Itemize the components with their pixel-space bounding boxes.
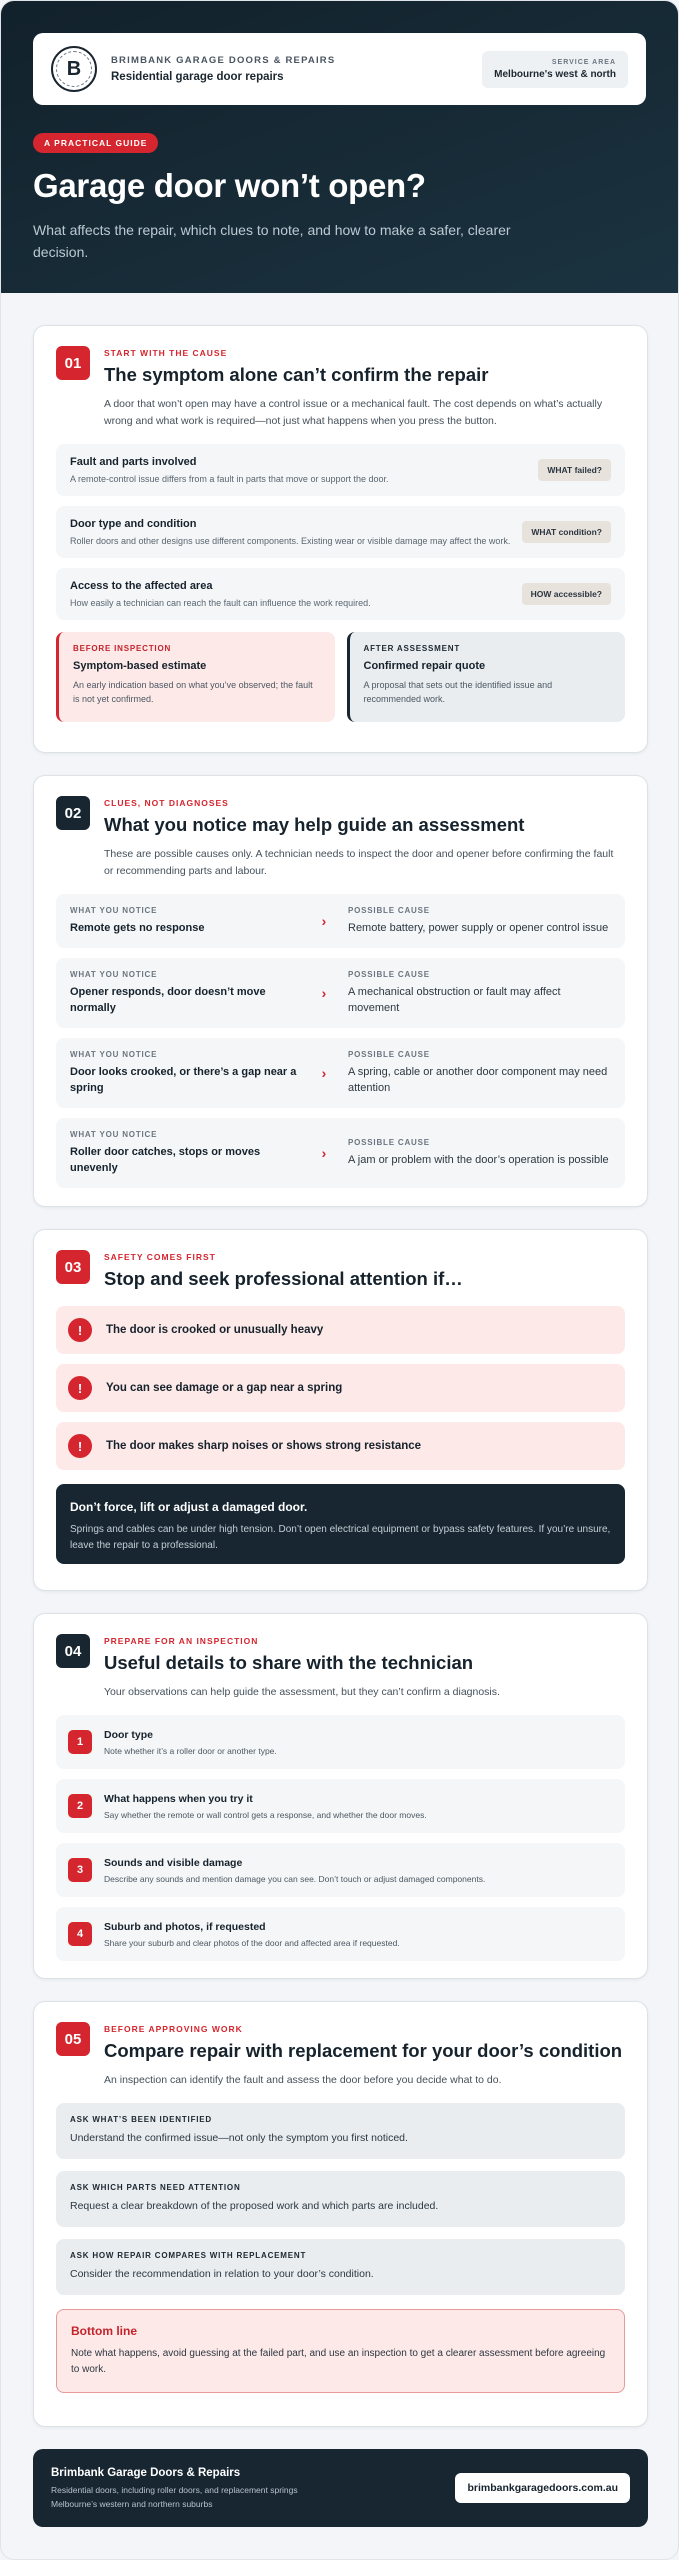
section-intro: Your observations can help guide the assessment, but they can’t confirm a diagnosis. [104,1686,500,1698]
section-number: 01 [56,346,90,380]
cause-label: POSSIBLE CAUSE [348,906,430,915]
ask-label: ASK WHICH PARTS NEED ATTENTION [70,2183,241,2192]
ask-card [56,2171,625,2227]
alert-text: You can see damage or a gap near a spring [106,1382,343,1394]
clue-notice: Remote gets no response [70,922,205,934]
step-desc: Note whether it’s a roller door or another type. [104,1745,277,1756]
clue-cause: A jam or problem with the door’s operation is possible [348,1154,609,1166]
cause-label: POSSIBLE CAUSE [348,1050,430,1059]
clue-row [56,894,625,948]
ask-text: Consider the recommendation in relation to your door’s condition. [70,2268,374,2280]
section-intro: A door that won’t open may have a control issue or a mechanical fault. The cost depends on what’s actually wrong and what work is required—not just what happens when you press the button. [104,398,603,427]
section-eyebrow: CLUES, NOT DIAGNOSES [104,798,229,808]
section-safety [33,1229,648,1591]
safety-alert [56,1422,625,1470]
estimate-comparison [56,632,625,722]
website-link[interactable]: brimbankgaragedoors.com.au [455,2473,630,2503]
section-title: Stop and seek professional attention if… [104,1268,463,1289]
step-title: What happens when you try it [104,1792,253,1805]
step-desc: Describe any sounds and mention damage you can see. Don’t touch or adjust damaged components. [104,1873,486,1884]
section-number: 04 [56,1634,90,1668]
step-title: Door type [104,1728,154,1741]
guide-pill: A PRACTICAL GUIDE [33,133,158,153]
section-eyebrow: START WITH THE CAUSE [104,348,228,358]
hero [1,1,678,293]
section-intro: These are possible causes only. A technician needs to inspect the door and opener before confirming the fault or recommending parts and labour. [104,848,614,877]
card-eyebrow: AFTER ASSESSMENT [363,644,461,653]
factor-desc: A remote-control issue differs from a fault in parts that move or support the door. [70,474,389,484]
section-header [56,346,625,386]
cause-label: POSSIBLE CAUSE [348,970,430,979]
detail-step [56,1843,625,1897]
warning-desc: Springs and cables can be under high tension. Don’t open electrical equipment or bypass safety features. If you’re unsure, leave the repair to a professional. [70,1524,611,1551]
card-desc: A proposal that sets out the identified issue and recommended work. [363,680,553,704]
factor-desc: Roller doors and other designs use different components. Existing wear or visible damage may affect the work. [70,536,511,546]
section-clues [33,775,648,1207]
footer-brand-name: Brimbank Garage Doors & Repairs [51,2467,241,2479]
alert-text: The door makes sharp noises or shows strong resistance [106,1440,422,1452]
factor-tag: HOW accessible? [522,583,611,605]
warning-icon: ! [68,1376,92,1400]
section-header [56,2022,625,2062]
clue-row [56,958,625,1028]
notice-label: WHAT YOU NOTICE [70,1050,158,1059]
detail-step [56,1779,625,1833]
step-number: 4 [68,1922,92,1946]
page-title: Garage door won’t open? [33,167,426,204]
factor-tag: WHAT condition? [522,521,611,543]
warning-icon: ! [68,1318,92,1342]
brand-bar [33,33,646,105]
before-inspection-card [56,632,335,722]
section-intro: An inspection can identify the fault and assess the door before you decide what to do. [104,2074,502,2086]
section-title: Compare repair with replacement for your door’s condition [104,2040,623,2061]
safety-alert [56,1364,625,1412]
ask-card [56,2103,625,2159]
safety-warning-box [56,1484,625,1564]
section-cause [33,325,648,753]
hero-description: What affects the repair, which clues to note, and how to make a safer, clearer decision. [33,222,511,260]
clue-notice: Door looks crooked, or there’s a gap near a spring [70,1066,297,1094]
section-compare [33,2001,648,2427]
section-details [33,1613,648,1979]
brand-subtitle: Residential garage door repairs [111,71,284,83]
clue-cause: A spring, cable or another door component may need attention [348,1066,608,1094]
service-area-value: Melbourne's west & north [494,68,616,80]
factor-title: Fault and parts involved [70,456,197,468]
warning-icon: ! [68,1434,92,1458]
step-desc: Share your suburb and clear photos of the door and affected area if requested. [104,1937,400,1948]
factor-desc: How easily a technician can reach the fault can influence the work required. [70,598,371,608]
factor-title: Door type and condition [70,518,197,530]
bottom-line-box [56,2309,625,2393]
section-eyebrow: PREPARE FOR AN INSPECTION [104,1636,259,1646]
alert-text: The door is crooked or unusually heavy [106,1324,324,1336]
factor-title: Access to the affected area [70,580,213,592]
cause-label: POSSIBLE CAUSE [348,1138,430,1147]
step-title: Suburb and photos, if requested [104,1920,266,1933]
section-number: 02 [56,796,90,830]
card-title: Confirmed repair quote [363,660,486,672]
clue-notice: Roller door catches, stops or moves unevenly [70,1146,261,1174]
chevron-right-icon: › [321,1145,327,1161]
brand-logo[interactable] [51,46,97,92]
section-number: 05 [56,2022,90,2056]
after-assessment-card [347,632,626,722]
step-number: 2 [68,1794,92,1818]
card-desc: An early indication based on what you’ve observed; the fault is not yet confirmed. [73,680,313,704]
section-number: 03 [56,1250,90,1284]
section-header [56,796,625,836]
step-number: 3 [68,1858,92,1882]
section-title: What you notice may help guide an assessment [104,814,525,835]
bottom-line-text: Note what happens, avoid guessing at the failed part, and use an inspection to get a clearer assessment before agreeing to work. [71,2348,606,2375]
ask-text: Understand the confirmed issue—not only the symptom you first noticed. [70,2132,408,2144]
notice-label: WHAT YOU NOTICE [70,906,158,915]
brand-name: BRIMBANK GARAGE DOORS & REPAIRS [111,55,336,66]
ask-label: ASK WHAT’S BEEN IDENTIFIED [70,2115,212,2124]
clue-row [56,1038,625,1108]
step-title: Sounds and visible damage [104,1856,243,1869]
card-title: Symptom-based estimate [73,660,207,672]
factor-row [56,444,625,496]
safety-alert [56,1306,625,1354]
notice-label: WHAT YOU NOTICE [70,970,158,979]
chevron-right-icon: › [321,1065,327,1081]
ask-card [56,2239,625,2295]
detail-step [56,1907,625,1961]
factor-tag: WHAT failed? [538,459,611,481]
logo-letter: B [66,57,82,80]
footer [33,2449,648,2527]
section-title: Useful details to share with the technician [104,1652,474,1673]
card-eyebrow: BEFORE INSPECTION [73,644,172,653]
notice-label: WHAT YOU NOTICE [70,1130,158,1139]
factor-row [56,568,625,620]
section-header [56,1250,625,1290]
chevron-right-icon: › [321,913,327,929]
detail-step [56,1715,625,1769]
step-number: 1 [68,1730,92,1754]
clue-cause: Remote battery, power supply or opener control issue [348,922,609,934]
bottom-line-title: Bottom line [71,2324,137,2338]
factor-row [56,506,625,558]
step-desc: Say whether the remote or wall control gets a response, and whether the door moves. [104,1809,427,1820]
warning-title: Don’t force, lift or adjust a damaged door. [70,1500,308,1514]
ask-text: Request a clear breakdown of the proposed work and which parts are included. [70,2200,439,2212]
footer-services: Residential doors, including roller doors, and replacement springs [51,2485,298,2495]
ask-label: ASK HOW REPAIR COMPARES WITH REPLACEMENT [70,2251,307,2260]
section-eyebrow: BEFORE APPROVING WORK [104,2024,243,2034]
chevron-right-icon: › [321,985,327,1001]
section-title: The symptom alone can’t confirm the repair [104,364,489,385]
brand-text [111,55,335,83]
section-header [56,1634,625,1674]
section-eyebrow: SAFETY COMES FIRST [104,1252,216,1262]
clue-notice: Opener responds, door doesn’t move normally [70,986,266,1014]
footer-area: Melbourne’s western and northern suburbs [51,2499,213,2509]
clue-row [56,1118,625,1188]
clue-cause: A mechanical obstruction or fault may affect movement [348,986,561,1014]
service-area-label: SERVICE AREA [551,58,616,66]
service-area-badge [482,51,628,88]
